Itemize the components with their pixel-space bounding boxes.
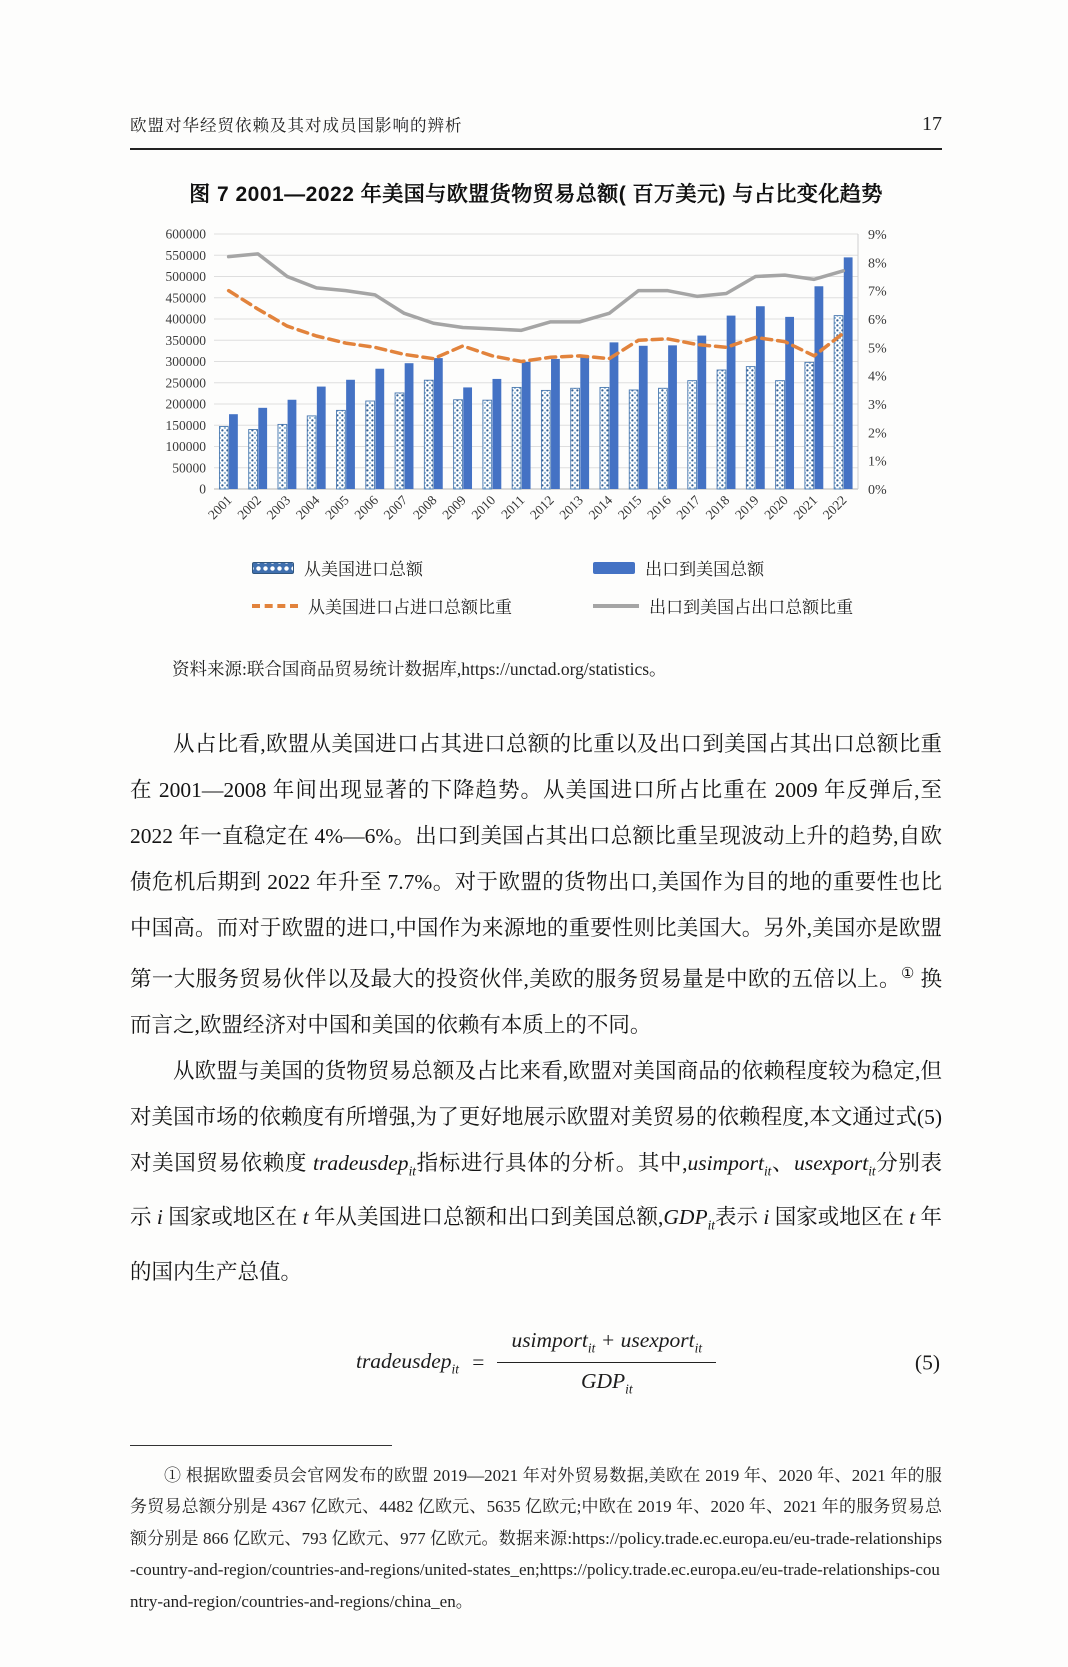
equation-lhs: tradeusdep$_{it}$ xyxy=(355,1348,459,1376)
svg-text:6%: 6% xyxy=(868,313,887,328)
svg-text:2020: 2020 xyxy=(761,492,791,523)
svg-text:2011: 2011 xyxy=(498,492,528,522)
right-axis-ticks xyxy=(868,228,887,498)
gray-line-swatch-icon xyxy=(593,604,639,608)
legend-item-export-total xyxy=(593,555,908,580)
svg-text:2015: 2015 xyxy=(614,492,645,523)
svg-text:2004: 2004 xyxy=(292,492,323,523)
equation-equals: = xyxy=(470,1350,486,1375)
svg-text:350000: 350000 xyxy=(165,332,206,348)
figure-title: 图 7 2001—2022 年美国与欧盟货物贸易总额( 百万美元) 与占比变化趋势 xyxy=(189,183,883,206)
svg-text:2013: 2013 xyxy=(556,492,587,523)
svg-text:200000: 200000 xyxy=(165,396,206,412)
equation-numerator: usimport$_{it}$ + usexport$_{it}$ xyxy=(497,1328,716,1363)
svg-text:400000: 400000 xyxy=(165,311,206,327)
figure-source-note: 资料来源:联合国商品贸易统计数据库,https://unctad.org/statistics。 xyxy=(172,659,667,679)
svg-text:150000: 150000 xyxy=(165,417,206,433)
footnote-text: ① 根据欧盟委员会官网发布的欧盟 2019—2021 年对外贸易数据,美欧在 2019 年、2020 年、2021 年的服务贸易总额分别是 4367 亿欧元、4482 亿欧元、5635 亿欧元;中欧在 2019 年、2020 年、2021 年的服务贸易总额分别是 866 亿欧元、793 亿欧元、977 亿欧元。数据来源:https://policy.trade.ec.europa.eu/eu-trade-relationships-country-and-region/countries-and-regions/united-states_en;https://policy.trade.ec.europa.eu/eu-trade-relationships-country-and-region/countries-and-regions/china_en。 xyxy=(130,1465,942,1611)
svg-text:2007: 2007 xyxy=(380,492,411,523)
combo-chart xyxy=(146,224,908,551)
footnote-separator xyxy=(130,1445,392,1446)
equation-5-body xyxy=(356,1328,716,1398)
svg-text:2010: 2010 xyxy=(468,492,499,523)
svg-text:5%: 5% xyxy=(868,341,887,357)
svg-text:4%: 4% xyxy=(868,369,887,385)
body-text xyxy=(130,721,942,1295)
equation-fraction xyxy=(497,1328,716,1398)
svg-text:2022: 2022 xyxy=(819,492,850,523)
svg-text:50000: 50000 xyxy=(172,460,206,476)
svg-text:100000: 100000 xyxy=(165,439,206,454)
paragraph-2: 从欧盟与美国的货物贸易总额及占比来看,欧盟对美国商品的依赖程度较为稳定,但对美国市场的依赖度有所增强,为了更好地展示欧盟对美贸易的依赖程度,本文通过式(5)对美国贸易依赖度 tradeusdep$_{it}$指标进行具体的分析。其中,usimport$_{it}$、usexport$_{it}$分别表示 i 国家或地区在 t 年从美国进口总额和出口到美国总额$,GDP_{it}$表示 i 国家或地区在 t 年的国内生产总值。 xyxy=(130,1059,942,1284)
x-axis-labels xyxy=(205,492,849,522)
svg-text:1%: 1% xyxy=(868,454,887,470)
bar-series-import xyxy=(219,316,843,489)
paragraph-1: 从占比看,欧盟从美国进口占其进口总额的比重以及出口到美国占其出口总额比重在 2001—2008 年间出现显著的下降趋势。从美国进口所占比重在 2009 年反弹后,至 2022 年一直稳定在 4%—6%。出口到美国占其出口总额比重呈现波动上升的趋势,自欧债危机后期到 2022 年升至 7.7%。对于欧盟的货物出口,美国作为目的地的重要性也比中国高。而对于欧盟的进口,中国作为来源地的重要性则比美国大。另外,美国亦是欧盟第一大服务贸易伙伴以及最大的投资伙伴,美欧的服务贸易量是中欧的五倍以上。① 换而言之,欧盟经济对中国和美国的依赖有本质上的不同。 xyxy=(130,732,942,1038)
equation-number: (5) xyxy=(914,1350,940,1375)
svg-text:2014: 2014 xyxy=(585,492,616,523)
svg-text:3%: 3% xyxy=(868,398,887,413)
svg-text:0: 0 xyxy=(199,481,206,497)
svg-text:550000: 550000 xyxy=(165,247,206,263)
svg-text:450000: 450000 xyxy=(165,290,206,306)
svg-text:2005: 2005 xyxy=(322,492,352,523)
figure-chart xyxy=(146,224,908,618)
left-axis-ticks xyxy=(166,227,207,497)
running-head-title: 欧盟对华经贸依赖及其对成员国影响的辨析 xyxy=(130,116,463,135)
svg-text:250000: 250000 xyxy=(165,375,206,391)
svg-text:2001: 2001 xyxy=(205,492,235,523)
svg-text:2003: 2003 xyxy=(263,492,294,523)
svg-text:2006: 2006 xyxy=(351,492,382,523)
svg-text:500000: 500000 xyxy=(165,269,206,284)
svg-text:2002: 2002 xyxy=(234,492,265,523)
legend-item-import-total xyxy=(252,555,593,580)
svg-text:2008: 2008 xyxy=(409,492,440,523)
svg-text:600000: 600000 xyxy=(165,226,206,242)
legend-item-export-share xyxy=(593,593,908,618)
dashed-line-swatch-icon xyxy=(252,604,298,608)
svg-text:2021: 2021 xyxy=(790,492,821,523)
running-head xyxy=(130,112,942,150)
chart-legend xyxy=(146,555,908,618)
legend-item-import-share xyxy=(252,593,593,618)
svg-text:2016: 2016 xyxy=(644,492,674,523)
svg-text:2012: 2012 xyxy=(527,492,557,523)
legend-label: 出口到美国占出口总额比重 xyxy=(649,598,854,617)
legend-label: 出口到美国总额 xyxy=(645,560,765,579)
svg-text:2018: 2018 xyxy=(702,492,733,523)
svg-text:7%: 7% xyxy=(868,284,887,300)
bar-series-export xyxy=(229,257,853,489)
equation-5 xyxy=(130,1315,942,1411)
svg-text:2019: 2019 xyxy=(731,492,762,523)
equation-denominator: $GDP_{it}$ xyxy=(580,1369,633,1397)
svg-text:300000: 300000 xyxy=(165,354,206,369)
footnote-block xyxy=(130,1445,942,1618)
svg-text:2017: 2017 xyxy=(673,492,704,523)
legend-label: 从美国进口总额 xyxy=(304,560,423,579)
svg-text:2%: 2% xyxy=(868,426,887,442)
svg-text:8%: 8% xyxy=(868,256,887,272)
svg-text:2009: 2009 xyxy=(439,492,469,523)
page-number: 17 xyxy=(922,113,942,135)
hatched-bar-swatch-icon xyxy=(252,562,294,574)
solid-bar-swatch-icon xyxy=(593,562,635,574)
svg-text:0%: 0% xyxy=(868,483,887,498)
legend-label: 从美国进口占进口总额比重 xyxy=(308,598,512,617)
svg-text:9%: 9% xyxy=(868,228,887,243)
